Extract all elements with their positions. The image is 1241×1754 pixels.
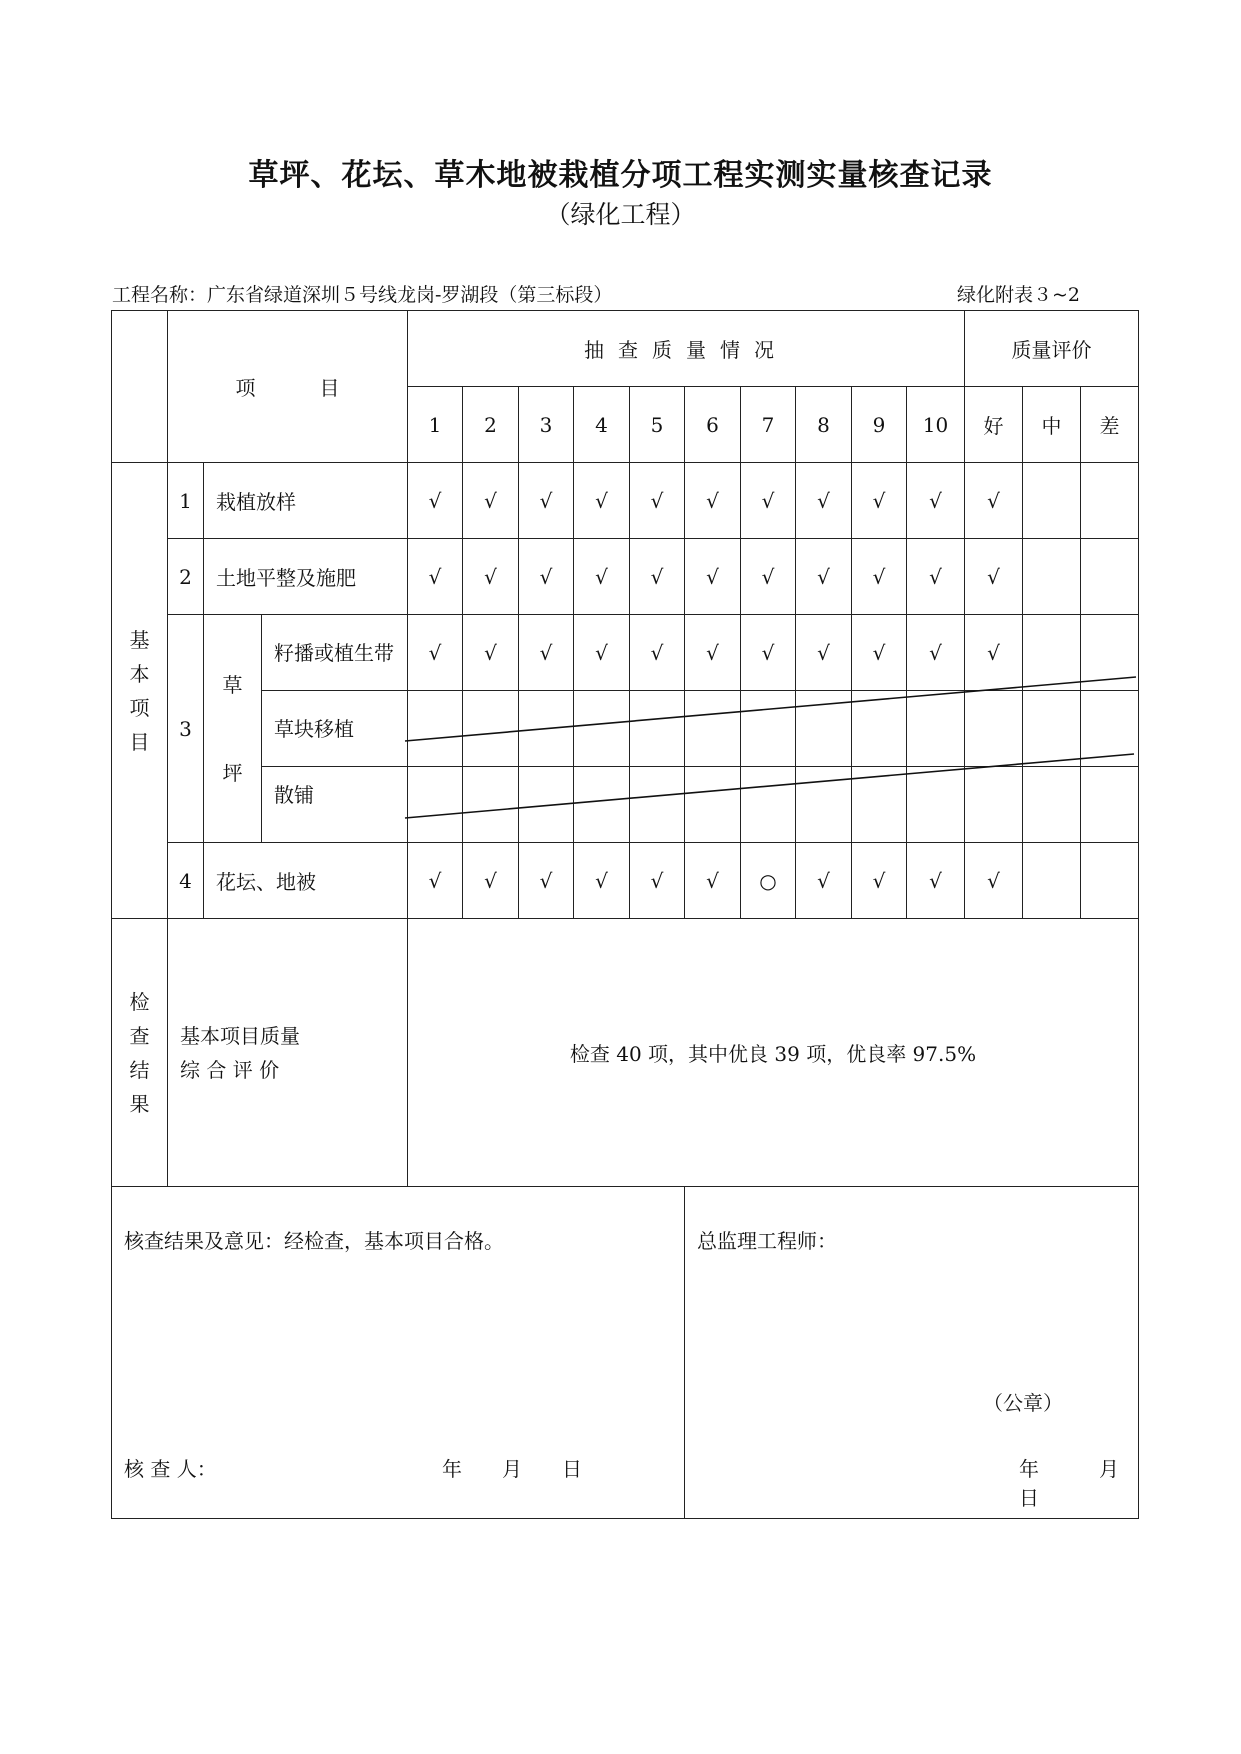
overall-evaluation-label: 基本项目质量 综 合 评 价 [168,919,408,1187]
rating-mark: √ [965,463,1023,539]
supervisor-cell [685,1187,1179,1519]
rating-mark [1081,615,1139,691]
sample-no: 10 [907,387,965,463]
check-mark: √ [852,463,907,539]
empty-cell [741,691,796,767]
check-mark: √ [907,843,965,919]
check-mark: √ [907,463,965,539]
supervisor-label: 总监理工程师： [697,1229,837,1253]
check-mark: √ [796,463,852,539]
check-mark: √ [574,539,630,615]
inspection-date: 年 月 日 [442,1457,582,1481]
empty-cell [574,767,630,843]
sample-no: 3 [519,387,574,463]
sample-no: 4 [574,387,630,463]
rating-mark: √ [965,539,1023,615]
row-number: 3 [168,615,204,843]
opinion-cell [112,1187,685,1519]
seal-placeholder: （公章） [983,1391,1063,1415]
table-row [112,767,1139,843]
check-result-label: 检 查 结 果 [112,919,168,1187]
empty-cell [463,767,519,843]
opinion-text: 核查结果及意见：经检查，基本项目合格。 [124,1229,504,1253]
row-name: 花坛、地被 [204,843,408,919]
empty-cell [574,691,630,767]
check-mark: √ [630,615,685,691]
empty-cell [1023,767,1081,843]
row-name: 土地平整及施肥 [204,539,408,615]
project-name: 工程名称：广东省绿道深圳５号线龙岗-罗湖段（第三标段） [112,284,613,306]
check-mark: √ [463,539,519,615]
check-mark: √ [685,615,741,691]
check-mark: √ [574,615,630,691]
rating-mark: √ [965,843,1023,919]
check-mark: √ [796,539,852,615]
check-mark: √ [741,615,796,691]
table-row [112,539,1139,615]
empty-cell [965,691,1023,767]
check-mark: √ [796,843,852,919]
page-subtitle: （绿化工程） [545,200,696,229]
empty-cell [907,767,965,843]
row-name: 栽植放样 [204,463,408,539]
rating-mark [1023,615,1081,691]
row-number: 1 [168,463,204,539]
rating-medium: 中 [1023,387,1081,463]
empty-cell [796,691,852,767]
check-mark: √ [852,539,907,615]
table-row [112,691,1139,767]
empty-cell [630,691,685,767]
row-name: 草块移植 [262,691,408,767]
sample-no: 1 [408,387,463,463]
table-row [112,615,1139,691]
empty-cell [907,691,965,767]
empty-cell [852,767,907,843]
rating-mark [1023,463,1081,539]
empty-cell [1023,691,1081,767]
check-mark: √ [408,843,463,919]
row-number: 2 [168,539,204,615]
empty-cell [519,767,574,843]
inspector-label: 核 查 人： [124,1457,217,1481]
check-mark: √ [630,463,685,539]
circle-mark: ○ [741,843,796,919]
inspection-table [111,310,1179,1519]
check-mark: √ [519,615,574,691]
sample-no: 8 [796,387,852,463]
check-mark: √ [741,539,796,615]
corner-cell [112,311,168,463]
table-row [112,463,1139,539]
empty-cell [519,691,574,767]
rating-mark: √ [965,615,1023,691]
sampling-header: 抽查质量情况 [408,311,965,387]
check-mark: √ [408,539,463,615]
check-mark: √ [685,463,741,539]
empty-cell [685,767,741,843]
check-mark: √ [519,463,574,539]
row-name: 散铺 [262,767,408,843]
check-mark: √ [574,843,630,919]
check-mark: √ [574,463,630,539]
check-mark: √ [630,539,685,615]
empty-cell [408,691,463,767]
check-mark: √ [630,843,685,919]
check-result-summary: 检查 40 项，其中优良 39 项，优良率 97.5% [408,919,1139,1187]
rating-mark [1023,539,1081,615]
sample-no: 6 [685,387,741,463]
empty-cell [408,767,463,843]
rating-mark [1081,463,1139,539]
check-mark: √ [852,615,907,691]
rating-header: 质量评价 [965,311,1139,387]
empty-cell [1081,767,1139,843]
check-mark: √ [519,539,574,615]
empty-cell [796,767,852,843]
check-mark: √ [519,843,574,919]
rating-mark [1081,843,1139,919]
empty-cell [463,691,519,767]
item-header: 项 目 [168,311,408,463]
form-number: 绿化附表３~2 [957,284,1081,306]
check-mark: √ [408,463,463,539]
check-mark: √ [463,615,519,691]
check-mark: √ [907,615,965,691]
rating-mark [1023,843,1081,919]
check-mark: √ [408,615,463,691]
empty-cell [852,691,907,767]
check-mark: √ [796,615,852,691]
empty-cell [741,767,796,843]
rating-mark [1081,539,1139,615]
sample-no: 2 [463,387,519,463]
footer-row [112,1187,1139,1519]
check-mark: √ [685,843,741,919]
check-mark: √ [907,539,965,615]
row-name: 籽播或植生带 [262,615,408,691]
page-title: 草坪、花坛、草木地被栽植分项工程实测实量核查记录 [248,158,993,193]
check-result-row [112,919,1139,1187]
sample-no: 7 [741,387,796,463]
basic-items-label: 基 本 项 目 [112,463,168,919]
supervisor-date: 年 月 日 [1019,1457,1179,1510]
sample-no: 5 [630,387,685,463]
empty-cell [965,767,1023,843]
rating-poor: 差 [1081,387,1139,463]
table-row [112,843,1139,919]
empty-cell [685,691,741,767]
check-mark: √ [741,463,796,539]
rating-good: 好 [965,387,1023,463]
check-mark: √ [852,843,907,919]
check-mark: √ [463,463,519,539]
empty-cell [1081,691,1139,767]
empty-cell [630,767,685,843]
row-number: 4 [168,843,204,919]
check-mark: √ [463,843,519,919]
check-mark: √ [685,539,741,615]
sample-no: 9 [852,387,907,463]
lawn-group-label: 草 坪 [204,615,262,843]
